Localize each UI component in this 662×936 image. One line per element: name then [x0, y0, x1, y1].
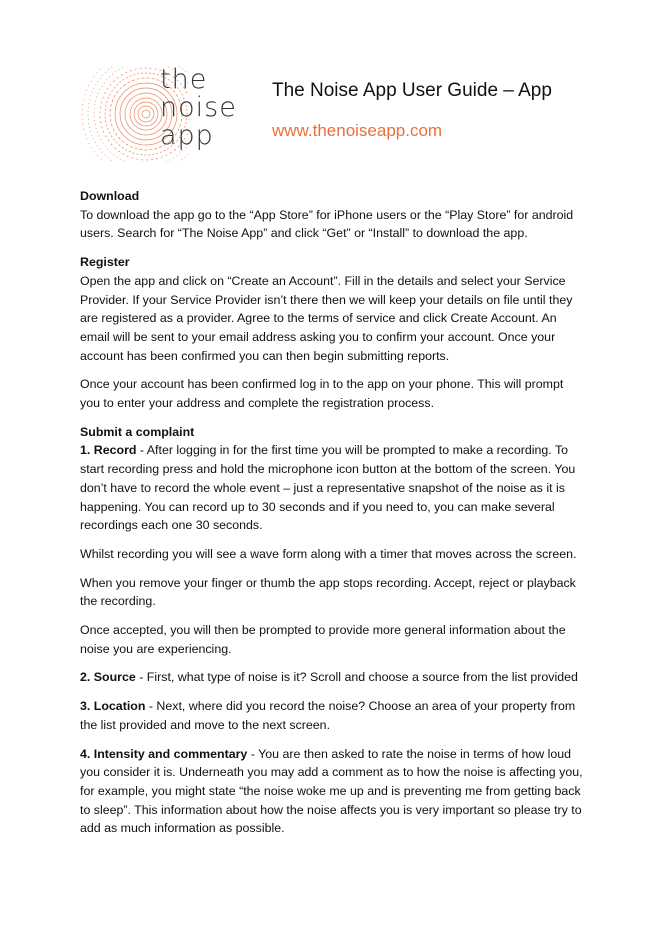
location-step-label: 3. Location: [80, 699, 146, 714]
accepted-text: Once accepted, you will then be prompted to provide more general information about the noise you are experiencing.: [80, 623, 566, 656]
download-heading: Download: [80, 189, 140, 203]
location-step-text: - Next, where did you record the noise? Choose an area of your property from the list provided and move to the next screen.: [80, 699, 576, 732]
complaint-heading: Submit a complaint: [80, 424, 195, 439]
document-title: The Noise App User Guide – App: [272, 80, 552, 101]
source-step: [80, 668, 584, 687]
download-text: To download the app go to the “App Store” for iPhone users or the “Play Store” for android users. Search for “The Noise App” and click “Get” or “Install” to download the app.: [80, 207, 574, 241]
location-step: [80, 697, 584, 734]
logo-word-noise: noise: [160, 92, 237, 123]
intensity-step: [80, 745, 584, 839]
intensity-step-label: 4. Intensity and commentary: [80, 746, 248, 761]
record-step: [80, 441, 584, 535]
record-step-label: 1. Record: [80, 443, 137, 458]
register-login-text: Once your account has been confirmed log in to the app on your phone. This will prompt you to enter your address and complete the registration process.: [80, 377, 564, 411]
stop-recording-text: When you remove your finger or thumb the app stops recording. Accept, reject or playback the recording.: [80, 575, 576, 609]
waveform-text: Whilst recording you will see a wave form along with a timer that moves across the screen.: [80, 546, 577, 561]
noise-app-logo: [78, 66, 248, 162]
intensity-step-text: - You are then asked to rate the noise in terms of how loud you consider it is. Underneath you may add a comment as to how the noise is affecting you, for example, you might state “the noise woke me up and is preventing me from getting back to sleep”. This information about how the noise affects you is very important so please try to add as much information as possible.: [80, 746, 583, 836]
guide-content: [80, 187, 584, 848]
register-text: Open the app and click on “Create an Account”. Fill in the details and select your Service Provider. If your Service Provider isn’t there then we will keep your details on file until they are registered as a provider. Agree to the terms of service and click Create Account. An email will be sent to your email address asking you to confirm your account. Once your account has been confirmed you can then begin submitting reports.: [80, 273, 573, 363]
record-step-text: - After logging in for the first time you will be prompted to make a recording. To start recording press and hold the microphone icon button at the bottom of the screen. You don’t have to record the whole event – just a representative snapshot of the noise as it is happening. You can record up to 30 seconds and if you need to, you can make several recordings each one 30 seconds.: [80, 443, 576, 533]
source-step-text: - First, what type of noise is it? Scroll and choose a source from the list provided: [135, 670, 578, 685]
logo-word-app: app: [160, 120, 214, 151]
source-step-label: 2. Source: [80, 670, 136, 685]
register-heading: Register: [80, 255, 130, 270]
website-link[interactable]: www.thenoiseapp.com: [272, 121, 443, 140]
logo-word-the: the: [160, 64, 208, 95]
